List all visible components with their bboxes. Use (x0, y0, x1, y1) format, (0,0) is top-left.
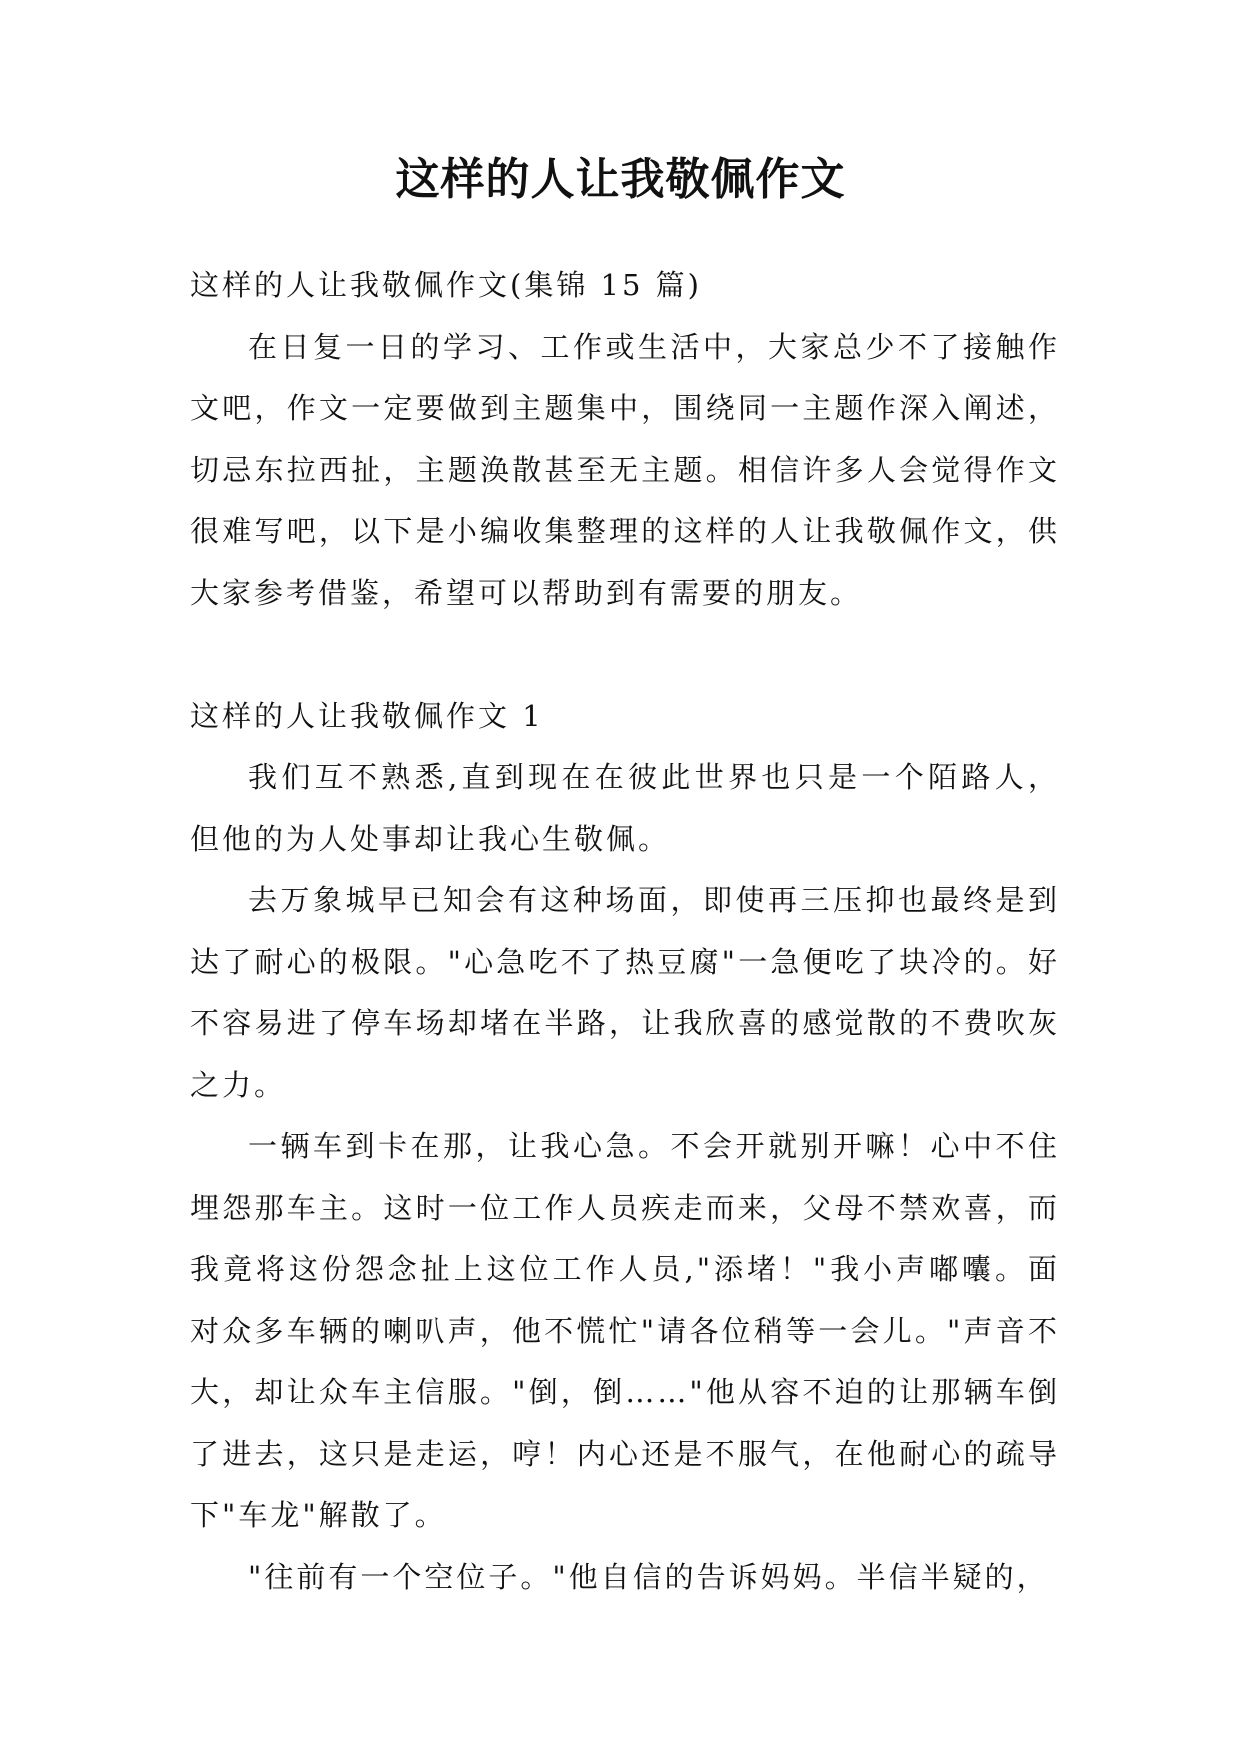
document-body (190, 255, 1060, 1608)
document-title: 这样的人让我敬佩作文 (395, 154, 846, 205)
document-subtitle: 这样的人让我敬佩作文(集锦 15 篇) (190, 268, 702, 302)
body-paragraph: 一辆车到卡在那，让我心急。不会开就别开嘛！心中不住埋怨那车主。这时一位工作人员疾走而来，父母不禁欢喜，而我竟将这份怨念扯上这位工作人员,"添堵！"我小声嘟囔。面对众多车辆的喇叭声，他不慌忙"请各位稍等一会儿。"声音不大，却让众车主信服。"倒，倒……"他从容不迫的让那辆车倒了进去，这只是走运，哼！内心还是不服气，在他耐心的疏导下"车龙"解散了。 (190, 1129, 1060, 1532)
section-heading: 这样的人让我敬佩作文 1 (190, 698, 544, 733)
intro-paragraph: 在日复一日的学习、工作或生活中，大家总少不了接触作文吧，作文一定要做到主题集中，围绕同一主题作深入阐述，切忌东拉西扯，主题涣散甚至无主题。相信许多人会觉得作文很难写吧，以下是小编收集整理的这样的人让我敬佩作文，供大家参考借鉴，希望可以帮助到有需要的朋友。 (190, 329, 1060, 610)
body-paragraph: "往前有一个空位子。"他自信的告诉妈妈。半信半疑的， (248, 1559, 1049, 1594)
body-paragraph: 去万象城早已知会有这种场面，即使再三压抑也最终是到达了耐心的极限。"心急吃不了热豆腐"一急便吃了块冷的。好不容易进了停车场却堵在半路，让我欣喜的感觉散的不费吹灰之力。 (190, 883, 1060, 1102)
body-paragraph: 我们互不熟悉,直到现在在彼此世界也只是一个陌路人，但他的为人处事却让我心生敬佩。 (190, 760, 1060, 856)
section-spacer (190, 624, 1060, 686)
